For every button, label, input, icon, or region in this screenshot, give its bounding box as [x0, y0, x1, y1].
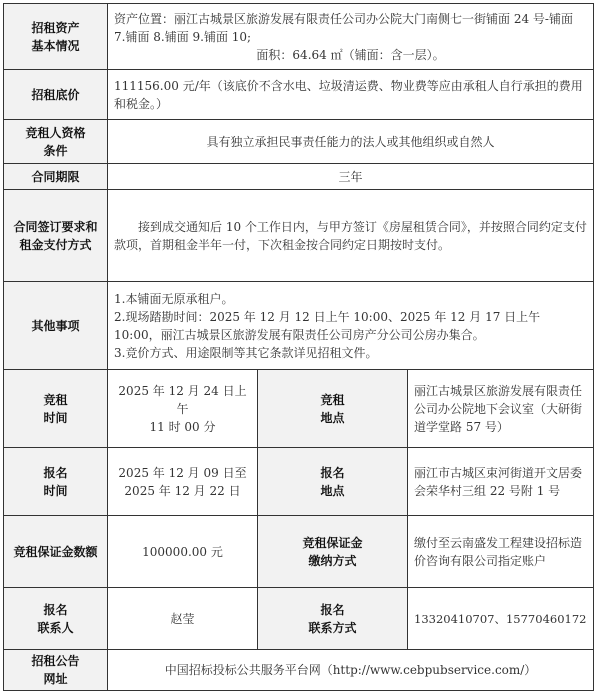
- other-label: 其他事项: [4, 282, 108, 370]
- contact-phone-value: 13320410707、15770460172: [408, 588, 594, 650]
- deposit-amount-value: 100000.00 元: [108, 516, 258, 588]
- deposit-row: [4, 516, 594, 588]
- other-item-1: 1.本铺面无原承租户。: [114, 291, 234, 306]
- asset-row: [4, 4, 594, 70]
- signup-place-label-line2: 地点: [320, 483, 345, 498]
- asset-label-line1: 招租资产: [31, 20, 80, 35]
- deposit-method-label-line2: 缴纳方式: [308, 553, 357, 568]
- notice-row: [4, 650, 594, 691]
- other-item-3: 3.竞价方式、用途限制等其它条款详见招租文件。: [114, 345, 378, 360]
- notice-label-line2: 网址: [43, 672, 68, 686]
- asset-label-line2: 基本情况: [31, 38, 80, 53]
- qualification-label-line2: 条件: [43, 143, 68, 158]
- contract-value: 接到成交通知后 10 个工作日内，与甲方签订《房屋租赁合同》，并按照合同约定支付款项，首期租金半年一付，下次租金按合同约定日期按时支付。: [108, 190, 594, 282]
- deposit-amount-label: 竞租保证金数额: [4, 516, 108, 588]
- qualification-label: [4, 120, 108, 164]
- asset-label: [4, 4, 108, 70]
- other-item-2: 2.现场踏勘时间：2025 年 12 月 12 日上午 10:00、2025 年 12 月 17 日上午 10:00，丽江古城景区旅游发展有限责任公司房产分公司公房办集合。: [114, 309, 541, 342]
- asset-location: 资产位置：丽江古城景区旅游发展有限责任公司办公院大门南侧七一街铺面 24 号-铺面 7.铺面 8.铺面 9.铺面 10;: [114, 11, 573, 44]
- tender-info-table: [3, 3, 594, 691]
- contract-label-line2: 租金支付方式: [19, 237, 92, 252]
- signup-time-value-line1: 2025 年 12 月 09 日至: [118, 465, 247, 480]
- notice-url-value: 中国招标投标公共服务平台网（http://www.cebpubservice.com/）: [108, 650, 594, 691]
- qualification-value: 具有独立承担民事责任能力的法人或其他组织或自然人: [108, 120, 594, 164]
- bid-row: [4, 370, 594, 448]
- deposit-method-label-line1: 竞租保证金: [302, 535, 363, 550]
- deposit-method-value: 缴付至云南盛发工程建设招标造价咨询有限公司指定账户: [408, 516, 594, 588]
- term-label: 合同期限: [4, 164, 108, 190]
- base-price-row: [4, 70, 594, 120]
- base-price-value: 111156.00 元/年（该底价不含水电、垃圾清运费、物业费等应由承租人自行承担的费用和税金。）: [108, 70, 594, 120]
- signup-time-label-line2: 时间: [43, 483, 68, 498]
- signup-row: [4, 448, 594, 516]
- contact-phone-label: [258, 588, 408, 650]
- signup-place-label-line1: 报名: [320, 465, 345, 480]
- qualification-label-line1: 竞租人资格: [25, 125, 86, 140]
- notice-label: [4, 650, 108, 691]
- signup-time-value-line2: 2025 年 12 月 22 日: [124, 483, 241, 498]
- bid-time-value-line2: 11 时 00 分: [149, 419, 216, 434]
- notice-label-line1: 招租公告: [31, 654, 80, 668]
- other-value: [108, 282, 594, 370]
- bid-time-label-line2: 时间: [43, 410, 68, 425]
- other-row: [4, 282, 594, 370]
- contract-label: [4, 190, 108, 282]
- term-value: 三年: [108, 164, 594, 190]
- term-row: [4, 164, 594, 190]
- bid-place-label-line2: 地点: [320, 410, 345, 425]
- contact-row: [4, 588, 594, 650]
- signup-place-value: 丽江市古城区束河街道开文居委会荣华村三组 22 号附 1 号: [408, 448, 594, 516]
- bid-time-value: [108, 370, 258, 448]
- deposit-method-label: [258, 516, 408, 588]
- signup-place-label: [258, 448, 408, 516]
- contact-phone-label-line1: 报名: [320, 602, 345, 617]
- bid-time-value-line1: 2025 年 12 月 24 日上午: [118, 383, 247, 416]
- contact-name-label-line2: 联系人: [37, 620, 74, 635]
- bid-time-label-line1: 竞租: [43, 392, 68, 407]
- signup-time-value: [108, 448, 258, 516]
- signup-time-label: [4, 448, 108, 516]
- asset-area: 面积：64.64 ㎡（铺面：含一层）。: [256, 47, 445, 62]
- contact-name-value: 赵莹: [108, 588, 258, 650]
- contract-row: [4, 190, 594, 282]
- base-price-label: 招租底价: [4, 70, 108, 120]
- asset-value: [108, 4, 594, 70]
- contract-label-line1: 合同签订要求和: [13, 219, 98, 234]
- bid-place-label-line1: 竞租: [320, 392, 345, 407]
- bid-time-label: [4, 370, 108, 448]
- contact-name-label: [4, 588, 108, 650]
- qualification-row: [4, 120, 594, 164]
- bid-place-label: [258, 370, 408, 448]
- signup-time-label-line1: 报名: [43, 465, 68, 480]
- contact-name-label-line1: 报名: [43, 602, 68, 617]
- bid-place-value: 丽江古城景区旅游发展有限责任公司办公院地下会议室（大研街道学堂路 57 号）: [408, 370, 594, 448]
- contact-phone-label-line2: 联系方式: [308, 620, 357, 635]
